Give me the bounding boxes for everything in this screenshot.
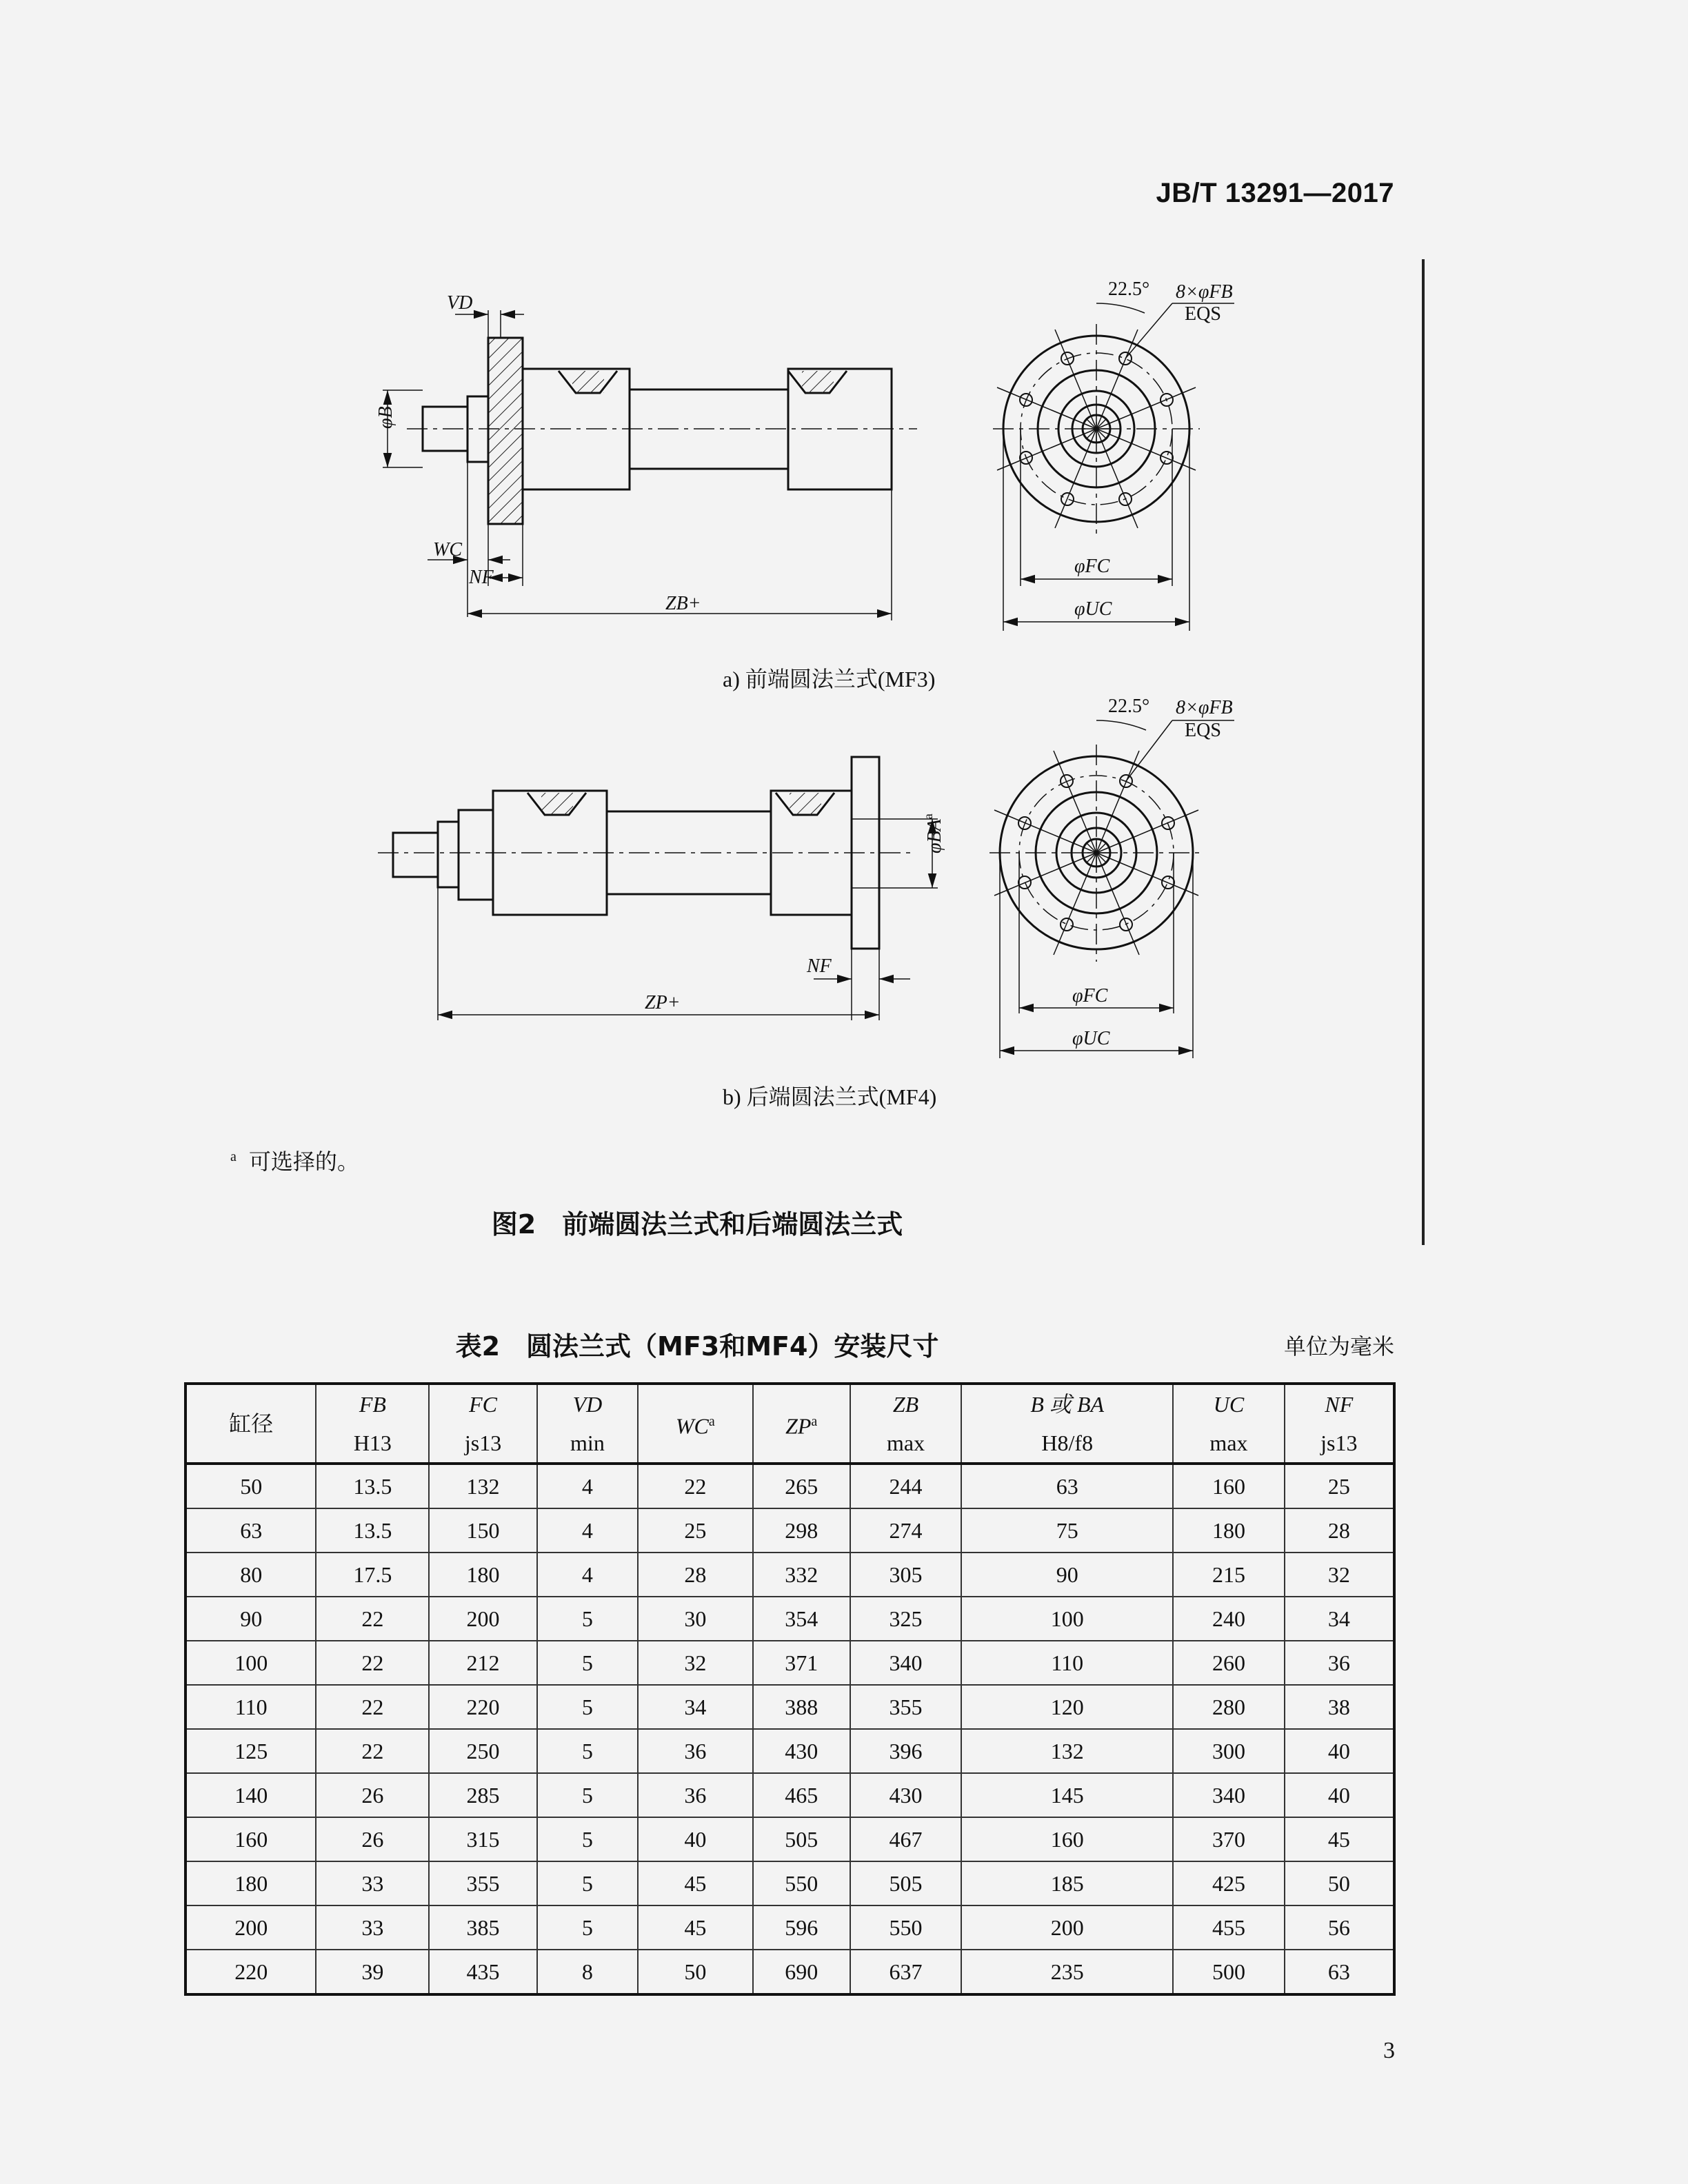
table-cell: 13.5 [316,1464,429,1508]
table-cell: 505 [753,1817,850,1861]
table-cell: 56 [1285,1905,1394,1950]
table-cell: 244 [850,1464,961,1508]
table-row [185,1729,1394,1773]
table-cell: 100 [185,1641,316,1685]
table-cell: 110 [961,1641,1173,1685]
table-cell: 26 [316,1817,429,1861]
table-cell: 260 [1173,1641,1284,1685]
label-fc-b: φFC [1072,985,1108,1007]
table-cell: 33 [316,1905,429,1950]
table-cell: 180 [1173,1508,1284,1553]
table-cell: 425 [1173,1861,1284,1905]
column-header: FC js13 [429,1384,536,1464]
table-cell: 220 [429,1685,536,1729]
table-cell: 300 [1173,1729,1284,1773]
mounting-dimensions-table [184,1382,1396,1996]
label-nf-b: NF [807,956,832,977]
table-cell: 354 [753,1597,850,1641]
table-cell: 39 [316,1950,429,1994]
table-cell: 150 [429,1508,536,1553]
table-cell: 550 [850,1905,961,1950]
table-row [185,1464,1394,1508]
table-cell: 465 [753,1773,850,1817]
label-eqs-a: EQS [1185,303,1221,325]
label-zp: ZP+ [645,992,681,1013]
table-cell: 32 [638,1641,752,1685]
table-cell: 5 [537,1641,638,1685]
table-cell: 75 [961,1508,1173,1553]
page-number: 3 [1383,2038,1395,2063]
table-row [185,1553,1394,1597]
table-cell: 435 [429,1950,536,1994]
mf3-end-labels [1074,279,1233,620]
table-cell: 355 [850,1685,961,1729]
column-header: 缸径 [185,1384,316,1464]
table-cell: 4 [537,1553,638,1597]
caption-a: a) 前端圆法兰式(MF3) [723,667,936,691]
table-cell: 285 [429,1773,536,1817]
table-cell: 40 [1285,1773,1394,1817]
table-cell: 500 [1173,1950,1284,1994]
table-cell: 13.5 [316,1508,429,1553]
table-cell: 25 [638,1508,752,1553]
table-cell: 5 [537,1685,638,1729]
table-cell: 371 [753,1641,850,1685]
label-zb: ZB+ [665,593,701,614]
table-cell: 25 [1285,1464,1394,1508]
table-cell: 4 [537,1508,638,1553]
table-cell: 315 [429,1817,536,1861]
label-wc: WC [433,539,462,560]
mf3-side-view [383,310,917,620]
table-cell: 690 [753,1950,850,1994]
table-cell: 455 [1173,1905,1284,1950]
column-header: UC max [1173,1384,1284,1464]
table-cell: 340 [850,1641,961,1685]
table-cell: 5 [537,1597,638,1641]
table-cell: 4 [537,1464,638,1508]
table-cell: 28 [638,1553,752,1597]
table-header-row [185,1384,1394,1464]
table-cell: 38 [1285,1685,1394,1729]
table-cell: 430 [753,1729,850,1773]
caption-b: b) 后端圆法兰式(MF4) [723,1084,937,1109]
table-cell: 325 [850,1597,961,1641]
table-cell: 550 [753,1861,850,1905]
table-cell: 22 [316,1685,429,1729]
table-cell: 22 [316,1729,429,1773]
table-cell: 110 [185,1685,316,1729]
table-cell: 132 [961,1729,1173,1773]
column-header: $ZP^a$ [753,1384,850,1464]
table-cell: 5 [537,1861,638,1905]
mf4-side-labels [645,813,945,1013]
table-cell: 220 [185,1950,316,1994]
table-cell: 160 [1173,1464,1284,1508]
table-cell: 180 [185,1861,316,1905]
mf4-side-view [378,757,938,1020]
table-title: 表2 圆法兰式（MF3和MF4）安装尺寸 [455,1331,939,1362]
table-cell: 17.5 [316,1553,429,1597]
table-cell: 40 [638,1817,752,1861]
table-cell: 5 [537,1773,638,1817]
label-nf-a: NF [469,567,494,588]
table-cell: 36 [1285,1641,1394,1685]
table-cell: 80 [185,1553,316,1597]
table-cell: 180 [429,1553,536,1597]
table-row [185,1685,1394,1729]
table-cell: 34 [1285,1597,1394,1641]
standard-code: JB/T 13291—2017 [1156,178,1394,208]
table-cell: 22 [316,1597,429,1641]
table-cell: 467 [850,1817,961,1861]
figure-title: 图2 前端圆法兰式和后端圆法兰式 [491,1209,903,1240]
table-cell: 63 [961,1464,1173,1508]
table-cell: 5 [537,1905,638,1950]
table-cell: 36 [638,1773,752,1817]
table-row [185,1817,1394,1861]
mf3-side-labels [375,292,701,614]
label-vd: VD [447,292,473,314]
label-eqs-b: EQS [1185,720,1221,741]
table-cell: 160 [961,1817,1173,1861]
table-cell: 26 [316,1773,429,1817]
table-cell: 5 [537,1817,638,1861]
label-holes-a: 8×φFB [1176,281,1233,303]
label-uc-b: φUC [1072,1028,1110,1049]
table-cell: 305 [850,1553,961,1597]
label-b: φB [375,406,396,429]
table-cell: 50 [638,1950,752,1994]
table-cell: 240 [1173,1597,1284,1641]
table-cell: 430 [850,1773,961,1817]
table-cell: 265 [753,1464,850,1508]
label-fc-a: φFC [1074,556,1110,577]
table-cell: 596 [753,1905,850,1950]
table-cell: 280 [1173,1685,1284,1729]
table-cell: 145 [961,1773,1173,1817]
table-cell: 40 [1285,1729,1394,1773]
table-cell: 5 [537,1729,638,1773]
table-cell: 298 [753,1508,850,1553]
table-row [185,1905,1394,1950]
table-cell: 22 [316,1641,429,1685]
label-angle-b: 22.5° [1108,696,1150,717]
label-uc-a: φUC [1074,598,1112,620]
table-cell: 63 [1285,1950,1394,1994]
table-cell: 36 [638,1729,752,1773]
label-ba: φBA$^a$ [921,813,945,853]
label-angle-a: 22.5° [1108,279,1150,300]
mf4-gland [438,822,459,887]
table-cell: 34 [638,1685,752,1729]
label-holes-b: 8×φFB [1176,697,1233,718]
table-cell: 215 [1173,1553,1284,1597]
figure-footnote: $^a$ 可选择的。 [230,1149,359,1174]
table-cell: 50 [1285,1861,1394,1905]
table-row [185,1641,1394,1685]
table-row [185,1773,1394,1817]
table-cell: 45 [638,1861,752,1905]
table-cell: 63 [185,1508,316,1553]
table-cell: 505 [850,1861,961,1905]
unit-note: 单位为毫米 [1283,1334,1394,1359]
table-cell: 355 [429,1861,536,1905]
table-cell: 370 [1173,1817,1284,1861]
table-cell: 340 [1173,1773,1284,1817]
table-cell: 90 [185,1597,316,1641]
table-cell: 120 [961,1685,1173,1729]
table-cell: 125 [185,1729,316,1773]
table-cell: 385 [429,1905,536,1950]
table-cell: 185 [961,1861,1173,1905]
column-header: B 或 BA H8/f8 [961,1384,1173,1464]
mf4-end-view [989,720,1234,1058]
table-cell: 274 [850,1508,961,1553]
table-cell: 32 [1285,1553,1394,1597]
table-cell: 637 [850,1950,961,1994]
table-cell: 45 [638,1905,752,1950]
table-cell: 33 [316,1861,429,1905]
column-header: NF js13 [1285,1384,1394,1464]
column-header: VD min [537,1384,638,1464]
table-row [185,1597,1394,1641]
table-row [185,1508,1394,1553]
column-header: $WC^a$ [638,1384,752,1464]
mf3-flange [488,338,523,524]
mf4-rod-end [393,833,438,877]
table-row [185,1950,1394,1994]
mf3-end-view [993,303,1234,631]
table-cell: 200 [185,1905,316,1950]
table-cell: 30 [638,1597,752,1641]
table-cell: 235 [961,1950,1173,1994]
column-header: FB H13 [316,1384,429,1464]
table-cell: 100 [961,1597,1173,1641]
table-cell: 45 [1285,1817,1394,1861]
table-cell: 28 [1285,1508,1394,1553]
table-cell: 90 [961,1553,1173,1597]
table-cell: 132 [429,1464,536,1508]
table-cell: 388 [753,1685,850,1729]
table-cell: 250 [429,1729,536,1773]
table-cell: 140 [185,1773,316,1817]
table-cell: 200 [961,1905,1173,1950]
table-cell: 50 [185,1464,316,1508]
table-cell: 396 [850,1729,961,1773]
table-row [185,1861,1394,1905]
table-cell: 8 [537,1950,638,1994]
table-cell: 332 [753,1553,850,1597]
column-header: ZB max [850,1384,961,1464]
table-cell: 200 [429,1597,536,1641]
table-cell: 22 [638,1464,752,1508]
table-cell: 212 [429,1641,536,1685]
table-cell: 160 [185,1817,316,1861]
